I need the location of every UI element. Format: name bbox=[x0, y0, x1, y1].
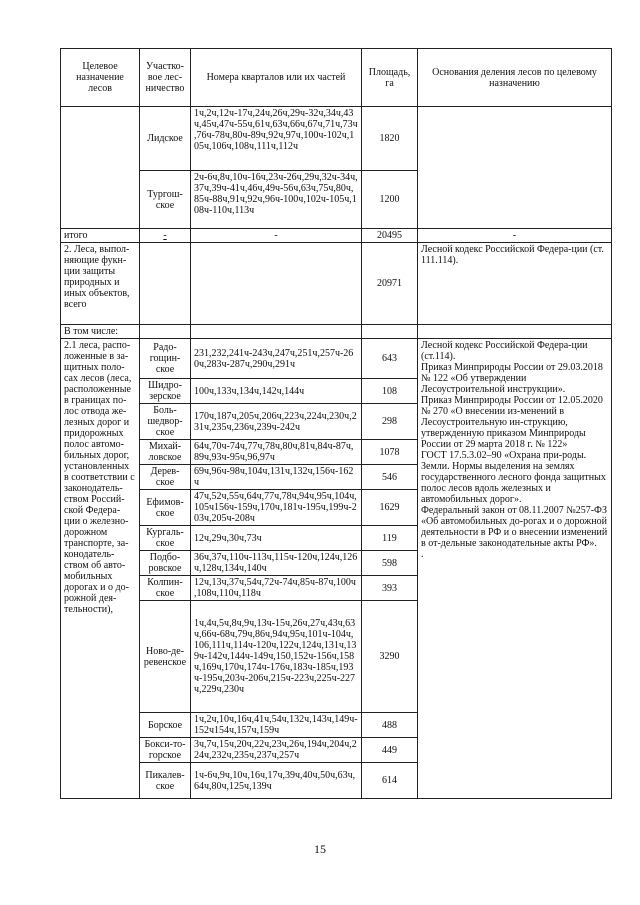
area-cell: 488 bbox=[362, 713, 418, 738]
forestry-cell: Тургош-ское bbox=[140, 171, 191, 229]
header-basis: Основания деления лесов по целевому назначению bbox=[418, 49, 612, 107]
section21-basis bbox=[418, 339, 612, 799]
header-area: Площадь, га bbox=[362, 49, 418, 107]
table-row bbox=[61, 339, 612, 379]
forestry-cell: Ново-де-ревенское bbox=[140, 601, 191, 713]
area-cell: 643 bbox=[362, 339, 418, 379]
header-quarters: Номера кварталов или их частей bbox=[191, 49, 362, 107]
quarters-cell: 2ч-6ч,8ч,10ч-16ч,23ч-26ч,29ч,32ч-34ч,37ч,39ч-41ч,46ч,49ч-56ч,63ч,75ч,80ч,85ч-88ч,91ч,92ч,96ч-100ч,102ч-105ч,108ч-110ч,113ч bbox=[191, 171, 362, 229]
empty-cell bbox=[191, 325, 362, 339]
area-cell: 108 bbox=[362, 379, 418, 404]
total-basis: - bbox=[418, 229, 612, 243]
empty-cell bbox=[418, 325, 612, 339]
area-cell: 449 bbox=[362, 738, 418, 763]
forestry-cell: Михай-ловское bbox=[140, 440, 191, 465]
page-number: 15 bbox=[314, 842, 326, 856]
quarters-cell: 1ч-6ч,9ч,10ч,16ч,17ч,39ч,40ч,50ч,63ч,64ч,80ч,125ч,139ч bbox=[191, 763, 362, 799]
forestry-cell: Кургаль-ское bbox=[140, 526, 191, 551]
forestry-cell: Ефимов-ское bbox=[140, 490, 191, 526]
header-purpose: Целевое назначение лесов bbox=[61, 49, 140, 107]
forestry-cell: Радо-гощин-ское bbox=[140, 339, 191, 379]
empty-cell bbox=[191, 243, 362, 325]
section2-basis: Лесной кодекс Российской Федера-ции (ст. 111.114). bbox=[418, 243, 612, 325]
forest-purpose-table bbox=[60, 48, 612, 799]
table-row bbox=[61, 107, 612, 171]
total-area: 20495 bbox=[362, 229, 418, 243]
forestry-cell: Бокси-то-горское bbox=[140, 738, 191, 763]
forestry-cell: Лидское bbox=[140, 107, 191, 171]
including-row bbox=[61, 325, 612, 339]
section21-basis-text: Лесной кодекс Российской Федера-ции (ст.114). Приказ Минприроды России от 29.03.2018 № 122 «Об утверждении Лесоустроительной инструкции». Приказ Минприроды России от 12.05.2020 № 270 «О внесении из-менений в Лесоустроительную ин-струкцию, утвержденную приказом Минприроды России от 29 марта 2018 г. № 122» ГОСТ 17.5.3.02–90 «Охрана при-роды. Земли. Нормы выделения на землях государственного лесного фонда защитных полос лесов вдоль железных и автомобильных дорог». Федеральный закон от 08.11.2007 №257-ФЗ «Об автомобильных до-рогах и о дорожной деятельности в РФ и о внесении изменений в от-дельные законодательные акты РФ». . bbox=[421, 340, 608, 560]
total-row bbox=[61, 229, 612, 243]
section21-purpose: 2.1 леса, распо-ложенные в за-щитных поло-сах лесов (леса, расположенные в границах по-лос отвода же-лезных дорог и придорожных полос автомо-бильных дорог, установленных в соответствии с законодатель-ством Россий-ской Федера-ции о железно-дорожном транспорте, за-конодатель-ством об авто-мобильных дорогах и о до-рожной дея-тельности), bbox=[61, 339, 140, 799]
empty-cell bbox=[362, 325, 418, 339]
forestry-cell: Шидро-зерское bbox=[140, 379, 191, 404]
including-label: В том числе: bbox=[61, 325, 140, 339]
area-cell: 1820 bbox=[362, 107, 418, 171]
empty-cell bbox=[140, 325, 191, 339]
quarters-cell: 47ч,52ч,55ч,64ч,77ч,78ч,94ч,95ч,104ч,105ч156ч-159ч,170ч,181ч-195ч,199ч-203ч,205ч-208ч bbox=[191, 490, 362, 526]
section2-row bbox=[61, 243, 612, 325]
quarters-cell: 1ч,2ч,12ч-17ч,24ч,26ч,29ч-32ч,34ч,43ч,45ч,47ч-55ч,61ч,63ч,66ч,67ч,71ч,73ч,76ч-78ч,80ч-89ч,92ч,97ч,100ч-102ч,105ч,106ч,108ч,111ч,112ч bbox=[191, 107, 362, 171]
quarters-cell: 64ч,70ч-74ч,77ч,78ч,80ч,81ч,84ч-87ч,89ч,93ч-95ч,96,97ч bbox=[191, 440, 362, 465]
quarters-cell: 12ч,29ч,30ч,73ч bbox=[191, 526, 362, 551]
forestry-cell: Борское bbox=[140, 713, 191, 738]
header-forestry: Участко-вое лес-ничество bbox=[140, 49, 191, 107]
area-cell: 546 bbox=[362, 465, 418, 490]
quarters-cell: 12ч,13ч,37ч,54ч,72ч-74ч,85ч-87ч,100ч,108ч,110ч,118ч bbox=[191, 576, 362, 601]
quarters-cell: 1ч,4ч,5ч,8ч,9ч,13ч-15ч,26ч,27ч,43ч,63ч,66ч-68ч,79ч,86ч,94ч,95ч,101ч-104ч,106,111ч,114ч-120ч,122ч,124ч,131ч,139ч-142ч,144ч-149ч,150,152ч-156ч,158ч,169ч,170ч,174ч-176ч,183ч-185ч,193ч-195ч,203ч-206ч,215ч-223ч,225ч-227ч,229ч,230ч bbox=[191, 601, 362, 713]
area-cell: 393 bbox=[362, 576, 418, 601]
area-cell: 1200 bbox=[362, 171, 418, 229]
quarters-cell: 231,232,241ч-243ч,247ч,251ч,257ч-260ч,283ч-287ч,290ч,291ч bbox=[191, 339, 362, 379]
quarters-cell: 3ч,7ч,15ч,20ч,22ч,23ч,26ч,194ч,204ч,224ч,232ч,235ч,237ч,257ч bbox=[191, 738, 362, 763]
table-header-row bbox=[61, 49, 612, 107]
empty-cell bbox=[140, 243, 191, 325]
forestry-cell: Дерев-ское bbox=[140, 465, 191, 490]
total-label: итого bbox=[61, 229, 140, 243]
total-forestry: - bbox=[140, 229, 191, 243]
quarters-cell: 36ч,37ч,110ч-113ч,115ч-120ч,124ч,126ч,128ч,134ч,140ч bbox=[191, 551, 362, 576]
quarters-cell: 69ч,96ч-98ч,104ч,131ч,132ч,156ч-162ч bbox=[191, 465, 362, 490]
area-cell: 614 bbox=[362, 763, 418, 799]
forestry-cell: Пикалев-ское bbox=[140, 763, 191, 799]
forestry-cell: Колпин-ское bbox=[140, 576, 191, 601]
area-cell: 298 bbox=[362, 404, 418, 440]
forestry-cell: Боль-шедвор-ское bbox=[140, 404, 191, 440]
section2-area: 20971 bbox=[362, 243, 418, 325]
area-cell: 598 bbox=[362, 551, 418, 576]
forestry-cell: Подбо-ровское bbox=[140, 551, 191, 576]
basis-cell-empty bbox=[418, 107, 612, 229]
area-cell: 1629 bbox=[362, 490, 418, 526]
purpose-cell-empty bbox=[61, 107, 140, 229]
area-cell: 119 bbox=[362, 526, 418, 551]
quarters-cell: 1ч,2ч,10ч,16ч,41ч,54ч,132ч,143ч,149ч-152ч154ч,157ч,159ч bbox=[191, 713, 362, 738]
quarters-cell: 100ч,133ч,134ч,142ч,144ч bbox=[191, 379, 362, 404]
section2-purpose: 2. Леса, выпол-няющие фукн-ции защиты природных и иных объектов, всего bbox=[61, 243, 140, 325]
area-cell: 1078 bbox=[362, 440, 418, 465]
quarters-cell: 170ч,187ч,205ч,206ч,223ч,224ч,230ч,231ч,235ч,236ч,239ч-242ч bbox=[191, 404, 362, 440]
total-quarters: - bbox=[191, 229, 362, 243]
area-cell: 3290 bbox=[362, 601, 418, 713]
